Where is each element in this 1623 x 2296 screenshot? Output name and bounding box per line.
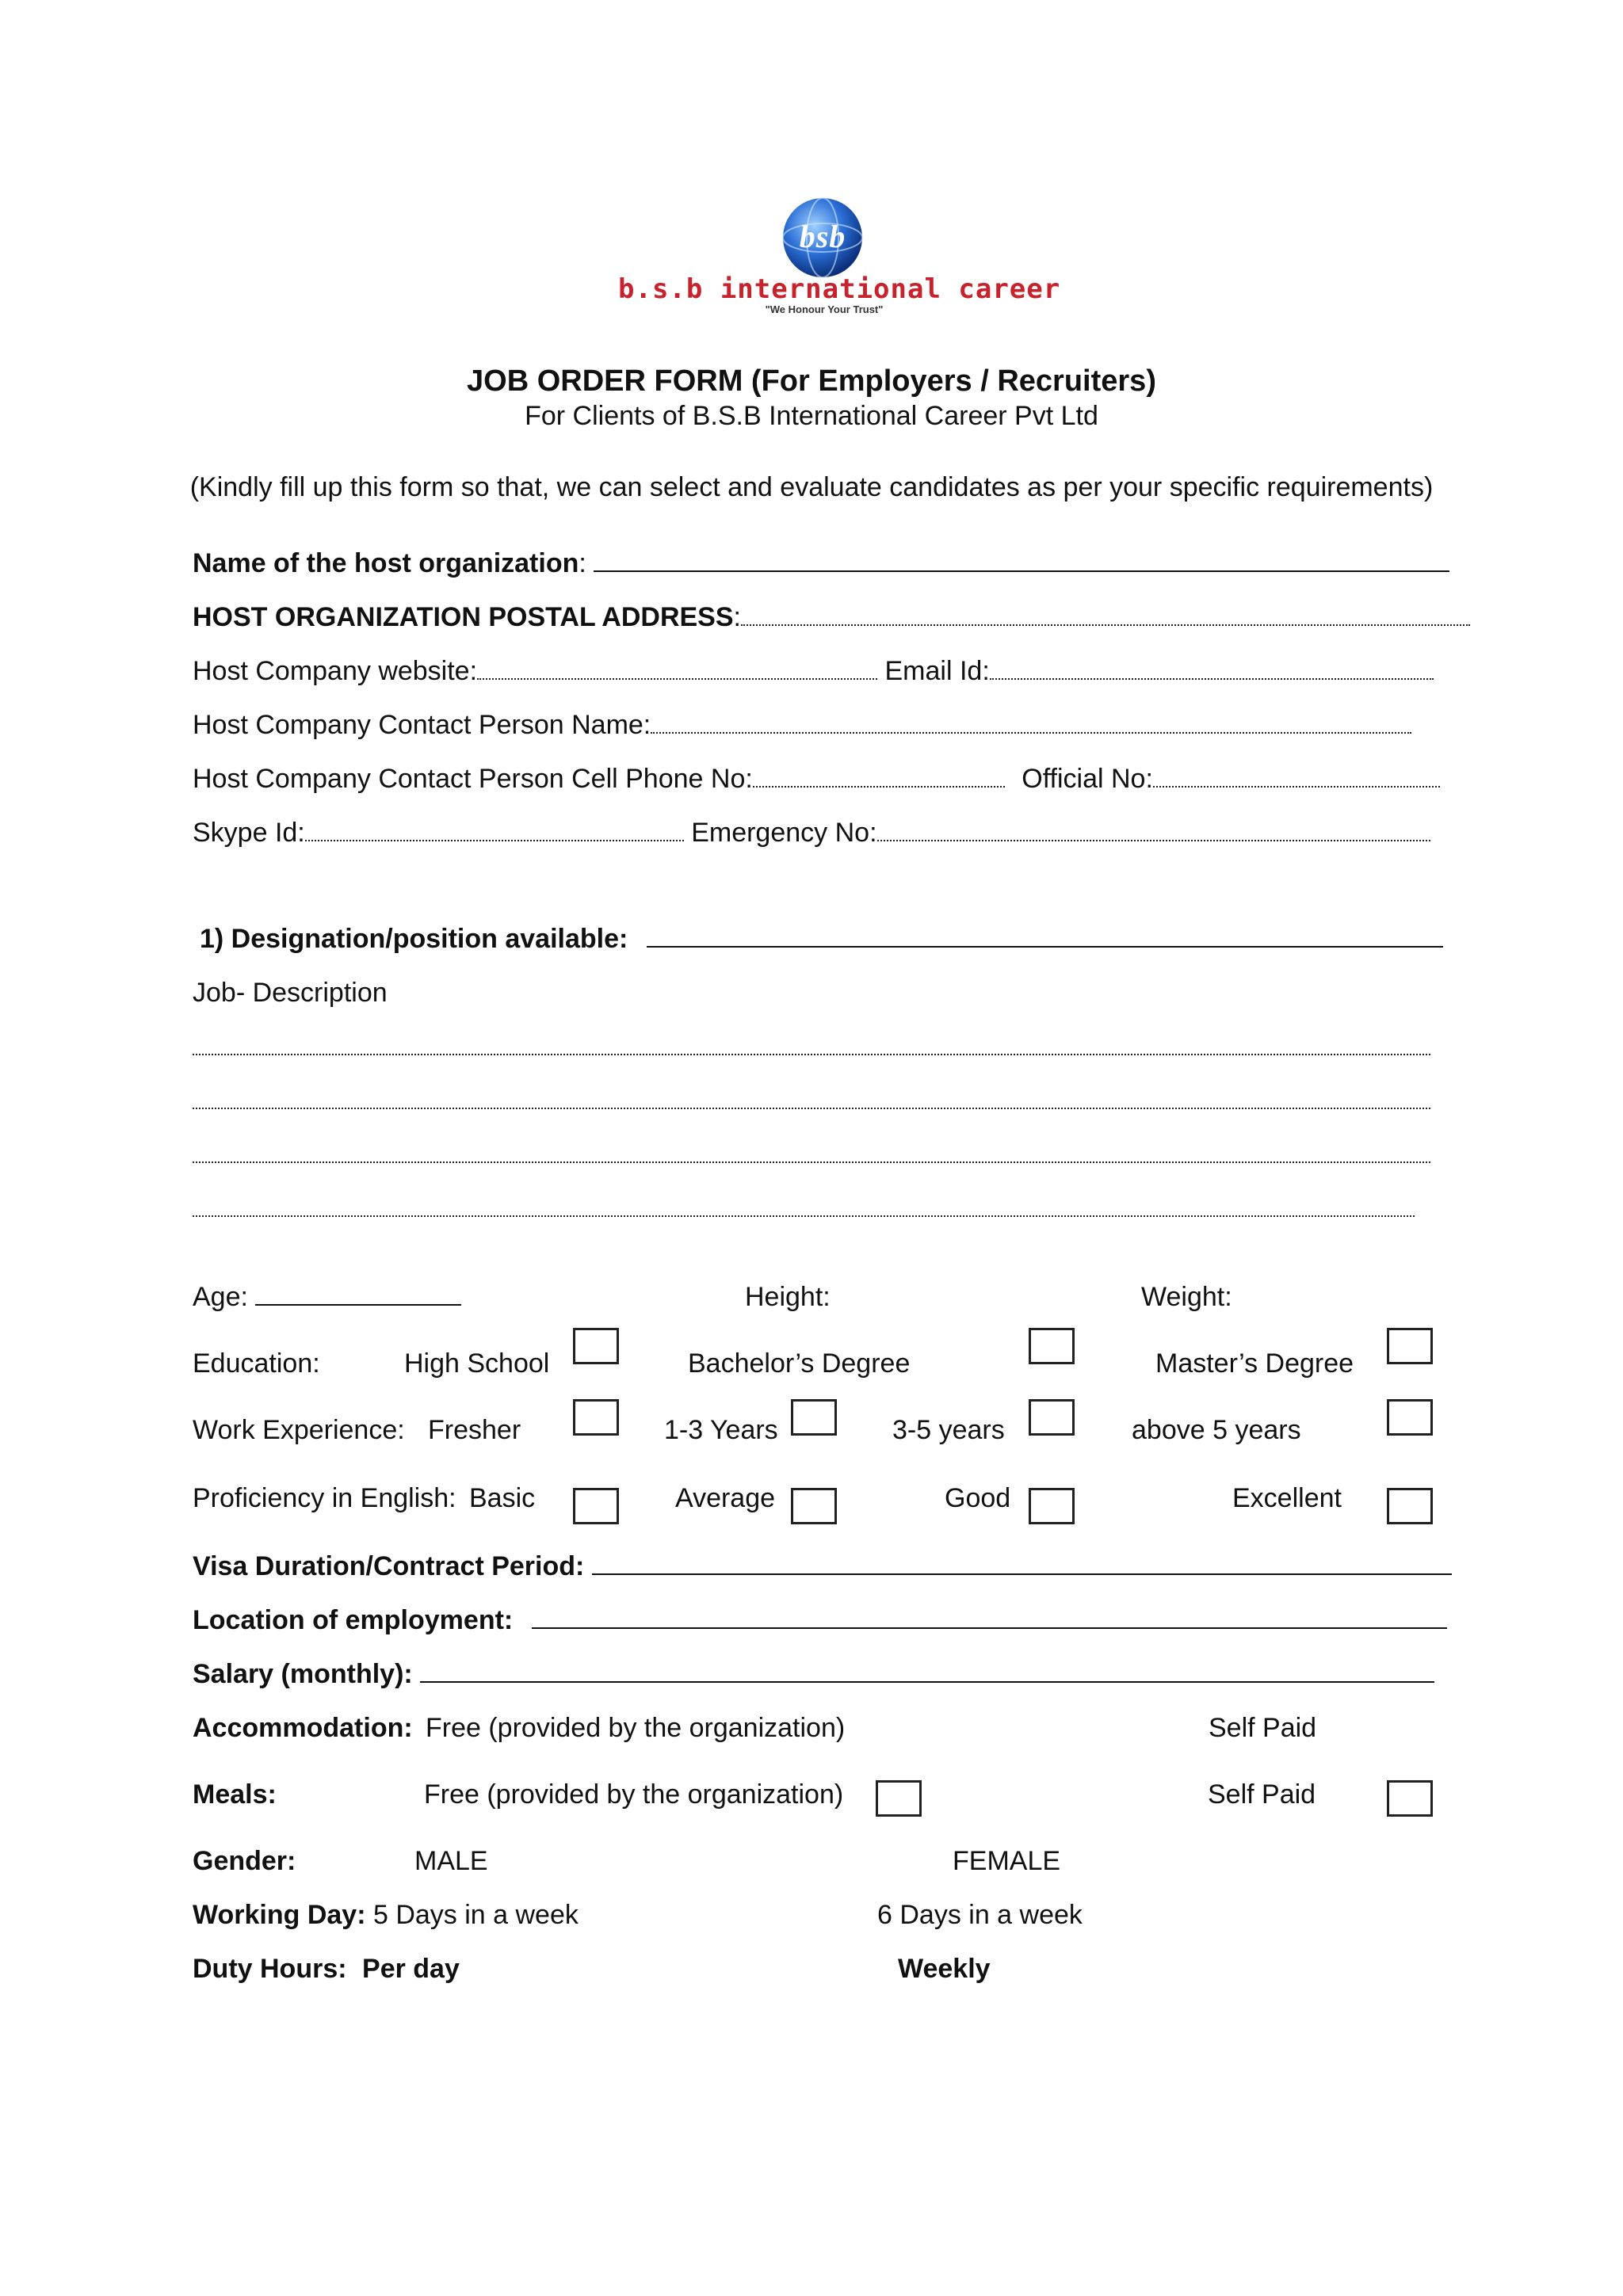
position-label: 1) Designation/position available: — [200, 924, 628, 954]
host-cell-label: Host Company Contact Person Cell Phone No: — [193, 764, 753, 794]
position-field[interactable] — [647, 922, 1443, 948]
host-cell-field[interactable] — [753, 764, 1005, 788]
host-phone-row — [193, 762, 1440, 795]
experience-above-5-checkbox[interactable] — [1387, 1399, 1433, 1436]
english-option-basic: Basic — [469, 1483, 536, 1513]
host-name-field[interactable] — [594, 547, 1449, 572]
experience-1-3-checkbox[interactable] — [791, 1399, 837, 1436]
meals-free-option: Free (provided by the organization) — [424, 1779, 844, 1810]
gender-female-option: FEMALE — [953, 1846, 1061, 1876]
host-emergency-field[interactable] — [877, 818, 1430, 841]
host-address-field[interactable] — [741, 602, 1470, 626]
accommodation-free-option: Free (provided by the organization) — [426, 1713, 846, 1743]
host-official-field[interactable] — [1153, 764, 1440, 788]
education-label: Education: — [193, 1348, 320, 1379]
english-option-average: Average — [675, 1483, 776, 1513]
experience-label: Work Experience: — [193, 1415, 405, 1445]
duty-weekly-option: Weekly — [898, 1954, 991, 1984]
weight-label: Weight: — [1141, 1282, 1232, 1312]
form-instruction: (Kindly fill up this form so that, we can select and evaluate candidates as per your specific requirements) — [189, 472, 1434, 502]
host-contact-row — [193, 708, 1411, 742]
english-excellent-checkbox[interactable] — [1387, 1488, 1433, 1524]
location-field[interactable] — [532, 1604, 1447, 1629]
host-address-label: HOST ORGANIZATION POSTAL ADDRESS — [193, 602, 734, 632]
working-day-6-option: 6 Days in a week — [877, 1900, 1083, 1930]
age-label: Age: — [193, 1282, 248, 1312]
position-row — [200, 922, 1443, 955]
company-logo — [618, 194, 1061, 321]
experience-3-5-checkbox[interactable] — [1029, 1399, 1075, 1436]
visa-label: Visa Duration/Contract Period: — [193, 1551, 585, 1581]
host-website-label: Host Company website: — [193, 656, 478, 686]
english-good-checkbox[interactable] — [1029, 1488, 1075, 1524]
experience-option-1-3: 1-3 Years — [664, 1415, 778, 1445]
education-option-bachelors: Bachelor’s Degree — [688, 1348, 911, 1379]
education-option-masters: Master’s Degree — [1155, 1348, 1354, 1379]
host-contact-label: Host Company Contact Person Name: — [193, 710, 651, 740]
job-description-label: Job- Description — [193, 978, 388, 1008]
meals-free-checkbox[interactable] — [876, 1780, 922, 1817]
host-official-label: Official No: — [1022, 764, 1153, 794]
english-label: Proficiency in English: — [193, 1483, 456, 1513]
host-skype-field[interactable] — [305, 818, 684, 841]
location-label: Location of employment: — [193, 1605, 514, 1635]
logo-company-name: b.s.b international career — [618, 273, 1061, 305]
education-option-high-school: High School — [404, 1348, 550, 1379]
duty-per-day-option: Per day — [362, 1954, 460, 1984]
host-name-row — [193, 547, 1449, 580]
duty-hours-row — [193, 1952, 460, 1985]
host-name-colon: : — [579, 548, 586, 578]
host-skype-row — [193, 816, 1430, 849]
experience-option-above-5: above 5 years — [1132, 1415, 1301, 1445]
english-option-excellent: Excellent — [1232, 1483, 1342, 1513]
host-website-field[interactable] — [477, 656, 877, 680]
english-option-good: Good — [945, 1483, 1011, 1513]
location-row — [193, 1604, 1447, 1637]
logo-monogram: bsb — [799, 219, 846, 254]
host-address-row — [193, 601, 1470, 634]
host-name-label: Name of the host organization — [193, 548, 579, 578]
experience-option-3-5: 3-5 years — [892, 1415, 1005, 1445]
job-description-line[interactable] — [193, 1160, 1430, 1163]
experience-option-fresher: Fresher — [428, 1415, 521, 1445]
job-description-line[interactable] — [193, 1214, 1415, 1217]
education-high-school-checkbox[interactable] — [573, 1328, 619, 1364]
experience-fresher-checkbox[interactable] — [573, 1399, 619, 1436]
age-row — [193, 1280, 461, 1314]
logo-tagline: "We Honour Your Trust" — [765, 303, 884, 315]
host-address-colon: : — [733, 602, 741, 632]
working-day-label: Working Day: — [193, 1900, 366, 1930]
visa-field[interactable] — [592, 1550, 1452, 1575]
visa-row — [193, 1550, 1452, 1583]
host-contact-field[interactable] — [651, 710, 1411, 734]
accommodation-label: Accommodation: — [193, 1713, 413, 1743]
duty-hours-label: Duty Hours: — [193, 1954, 347, 1984]
host-email-field[interactable] — [990, 656, 1434, 680]
english-basic-checkbox[interactable] — [573, 1488, 619, 1524]
meals-self-paid-option: Self Paid — [1208, 1779, 1316, 1810]
host-emergency-label: Emergency No: — [691, 818, 877, 848]
host-skype-label: Skype Id: — [193, 818, 305, 848]
form-subtitle: For Clients of B.S.B International Career Pvt Ltd — [525, 401, 1098, 431]
meals-self-paid-checkbox[interactable] — [1387, 1780, 1433, 1817]
form-title: JOB ORDER FORM (For Employers / Recruiters) — [467, 364, 1156, 398]
height-label: Height: — [745, 1282, 831, 1312]
meals-label: Meals: — [193, 1779, 277, 1810]
age-field[interactable] — [255, 1280, 461, 1306]
salary-row — [193, 1657, 1434, 1691]
job-description-line[interactable] — [193, 1052, 1430, 1055]
salary-field[interactable] — [420, 1657, 1434, 1683]
education-bachelors-checkbox[interactable] — [1029, 1328, 1075, 1364]
gender-male-option: MALE — [414, 1846, 488, 1876]
english-average-checkbox[interactable] — [791, 1488, 837, 1524]
working-day-5-option: 5 Days in a week — [372, 1900, 579, 1930]
job-description-line[interactable] — [193, 1106, 1430, 1109]
salary-label: Salary (monthly): — [193, 1659, 413, 1689]
host-website-row — [193, 654, 1434, 688]
host-email-label: Email Id: — [884, 656, 990, 686]
gender-label: Gender: — [193, 1846, 296, 1876]
accommodation-self-paid-option: Self Paid — [1209, 1713, 1317, 1743]
working-day-row — [193, 1898, 579, 1932]
education-masters-checkbox[interactable] — [1387, 1328, 1433, 1364]
